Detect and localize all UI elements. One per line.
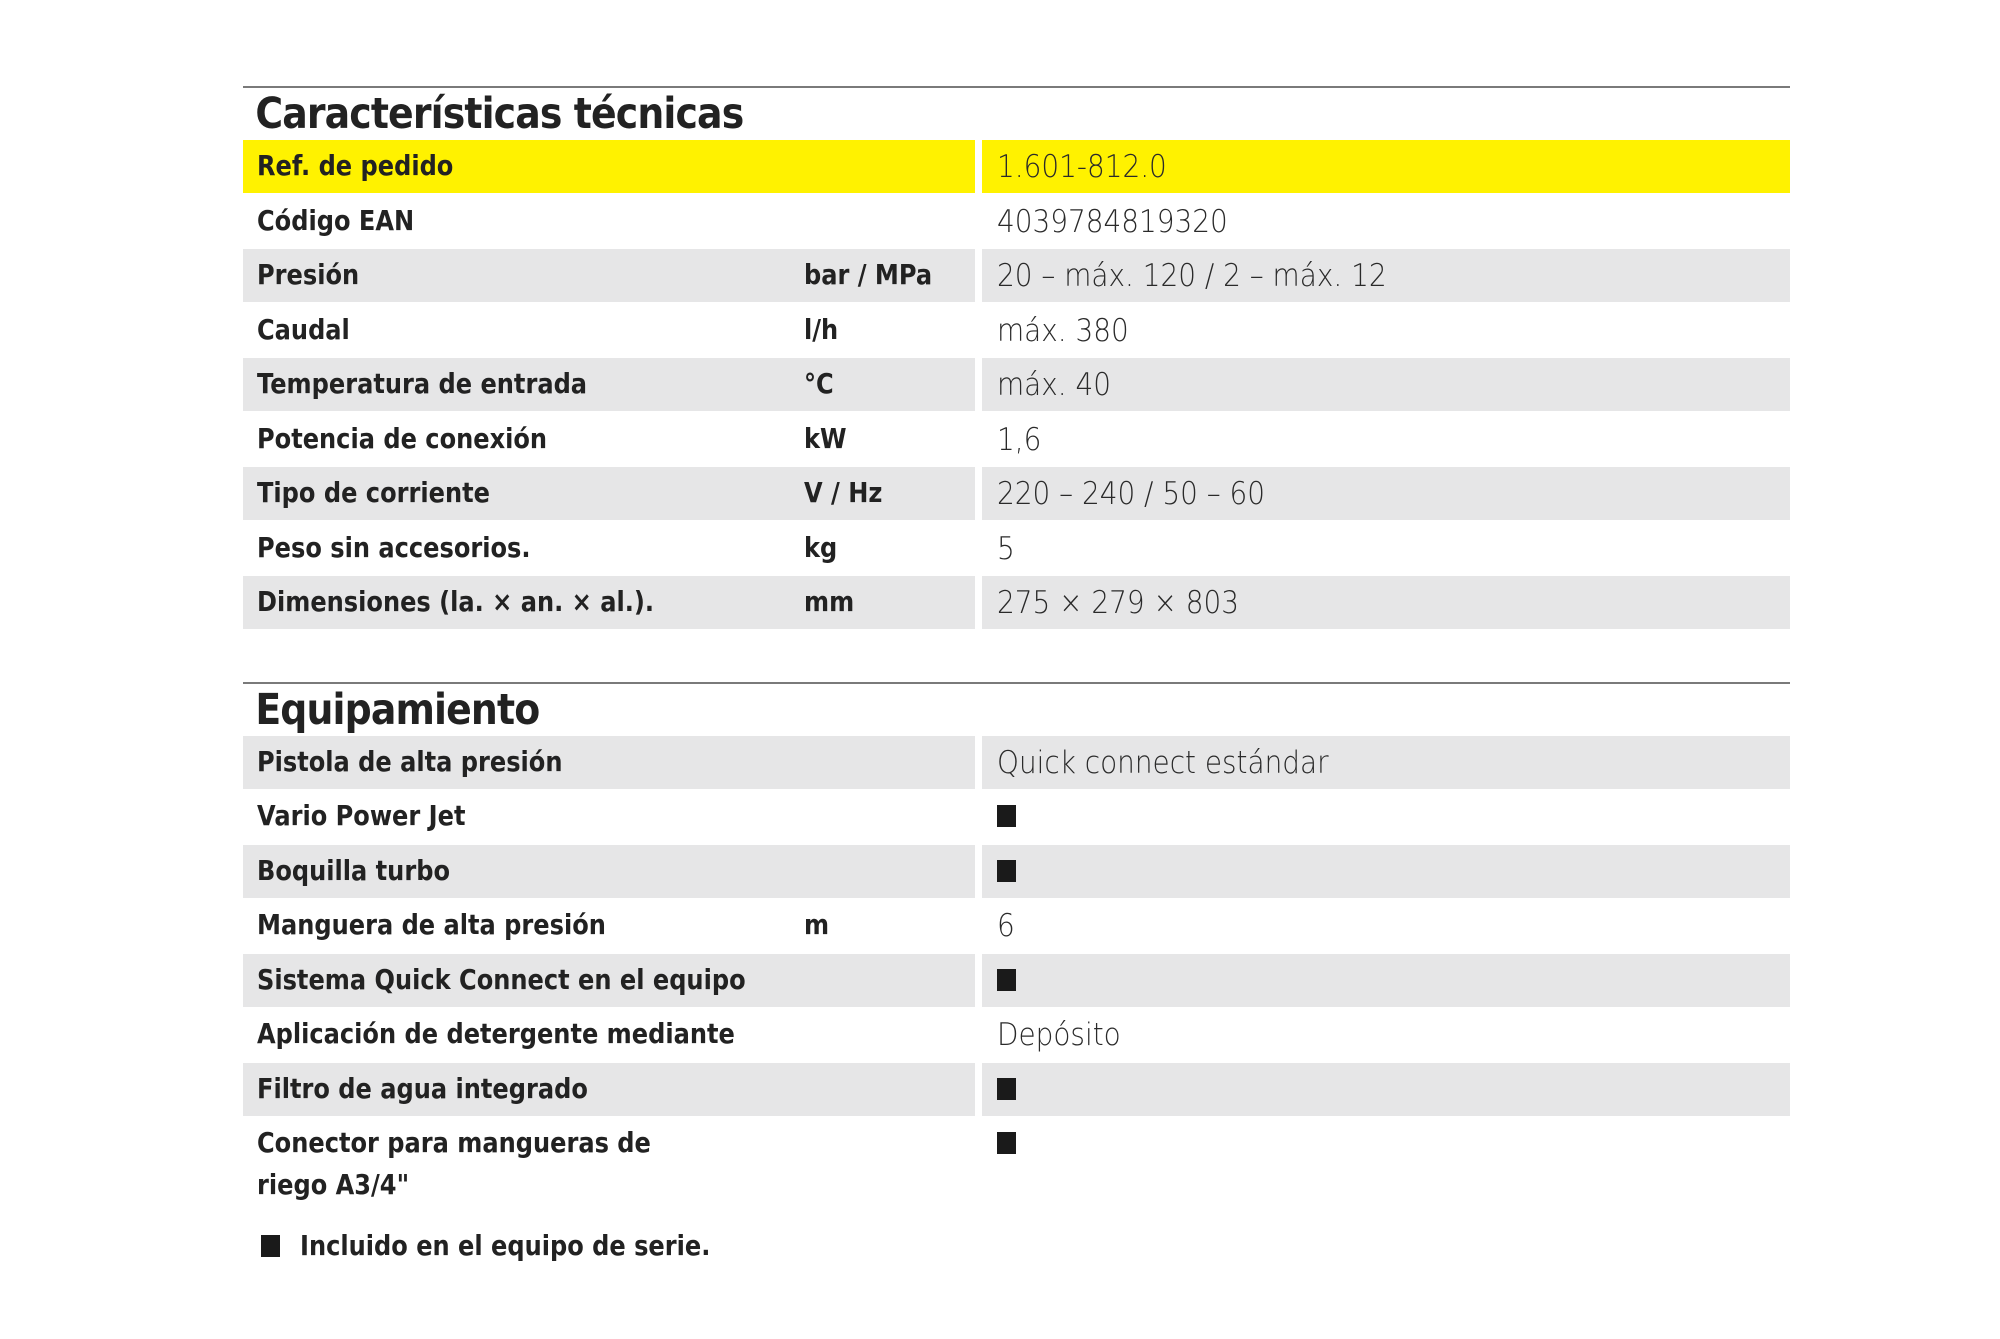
equip-table <box>243 736 1790 1220</box>
section-title-tech: Características técnicas <box>255 89 744 139</box>
table-row <box>243 195 1790 248</box>
row-label: Potencia de conexión <box>257 421 548 455</box>
row-unit: °C <box>804 367 834 400</box>
row-value: 20 – máx. 120 / 2 – máx. 12 <box>997 258 1387 294</box>
table-row <box>243 845 1790 898</box>
included-mark-icon <box>997 860 1016 882</box>
row-value: 1.601-812.0 <box>997 149 1167 185</box>
row-label: Aplicación de detergente mediante <box>257 1017 735 1050</box>
row-label: Temperatura de entrada <box>257 367 588 400</box>
row-label: Conector para mangueras de riego A3/4" <box>257 1126 651 1201</box>
row-value: máx. 40 <box>997 367 1112 403</box>
row-value: Depósito <box>997 1017 1121 1053</box>
row-label: Código EAN <box>257 203 415 237</box>
table-row <box>243 736 1790 789</box>
section-title-equip: Equipamiento <box>255 684 540 735</box>
table-row <box>243 1008 1790 1061</box>
row-unit: kg <box>804 530 838 564</box>
footnote <box>243 1229 1790 1262</box>
row-unit: bar / MPa <box>804 258 933 291</box>
row-label: Caudal <box>257 312 350 346</box>
table-row <box>243 140 1790 193</box>
row-value: 5 <box>997 530 1015 567</box>
row-label: Sistema Quick Connect en el equipo <box>257 962 746 996</box>
table-row <box>243 522 1790 575</box>
row-label: Manguera de alta presión <box>257 908 606 941</box>
table-row <box>243 249 1790 302</box>
row-value: máx. 380 <box>997 312 1129 349</box>
table-row <box>243 790 1790 843</box>
row-value: 220 – 240 / 50 – 60 <box>997 476 1266 512</box>
table-row <box>243 1117 1790 1219</box>
row-label: Peso sin accesorios. <box>257 530 531 564</box>
table-row <box>243 576 1790 629</box>
table-row <box>243 467 1790 520</box>
table-row <box>243 358 1790 411</box>
table-row <box>243 954 1790 1007</box>
included-mark-icon <box>997 805 1016 827</box>
table-row <box>243 1063 1790 1116</box>
included-mark-icon <box>997 1078 1016 1100</box>
table-row <box>243 899 1790 952</box>
row-value: Quick connect estándar <box>997 744 1329 781</box>
row-value: 6 <box>997 908 1015 944</box>
row-unit: m <box>804 908 830 941</box>
included-mark-icon <box>997 969 1016 991</box>
table-row <box>243 304 1790 357</box>
row-label: Boquilla turbo <box>257 853 450 887</box>
filled-square-icon <box>261 1235 280 1257</box>
table-row <box>243 413 1790 466</box>
row-label: Presión <box>257 258 360 291</box>
row-value: 4039784819320 <box>997 203 1228 240</box>
row-label: Vario Power Jet <box>257 799 466 832</box>
row-unit: l/h <box>804 312 839 346</box>
row-label: Dimensiones (la. × an. × al.). <box>257 585 655 618</box>
row-label: Pistola de alta presión <box>257 744 563 778</box>
spec-sheet <box>243 0 1790 1262</box>
tech-table <box>243 140 1790 629</box>
row-unit: V / Hz <box>804 476 883 509</box>
included-mark-icon <box>997 1132 1016 1154</box>
row-label: Tipo de corriente <box>257 476 490 509</box>
footnote-text: Incluido en el equipo de serie. <box>300 1229 711 1262</box>
row-value: 1,6 <box>997 421 1042 458</box>
row-label: Filtro de agua integrado <box>257 1071 588 1105</box>
row-unit: kW <box>804 421 847 455</box>
row-value: 275 × 279 × 803 <box>997 585 1239 621</box>
row-label: Ref. de pedido <box>257 149 454 182</box>
row-unit: mm <box>804 585 855 618</box>
